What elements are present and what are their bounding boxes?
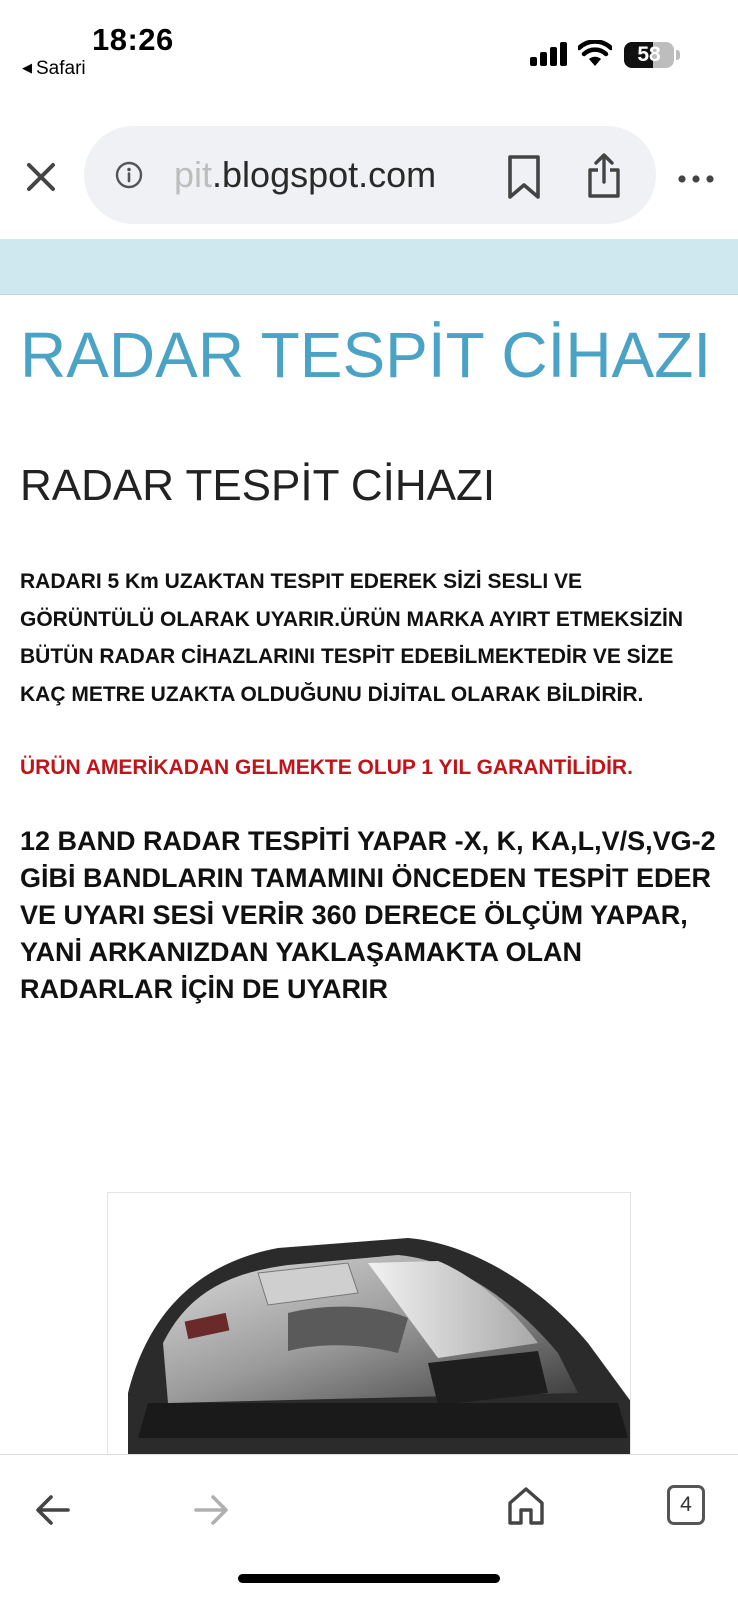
battery-icon [624, 42, 674, 68]
post-paragraph-warranty: ÜRÜN AMERİKADAN GELMEKTE OLUP 1 YIL GARANTİLİDİR. [20, 756, 633, 779]
url-text[interactable] [174, 154, 554, 198]
back-arrow-icon[interactable] [34, 1493, 72, 1527]
tabs-button[interactable]: 4 [667, 1485, 705, 1525]
product-image[interactable] [107, 1192, 631, 1462]
browser-url-row [0, 118, 738, 228]
url-domain: .blogspot.com [212, 154, 437, 195]
post-title: RADAR TESPİT CİHAZI [20, 461, 496, 510]
cellular-signal-icon [530, 42, 568, 66]
forward-arrow-icon[interactable] [192, 1493, 230, 1527]
radar-detector-illustration [108, 1193, 631, 1462]
info-icon[interactable] [114, 160, 144, 190]
wifi-icon [578, 40, 612, 68]
blog-content [20, 305, 720, 1008]
blog-header-band [0, 239, 738, 295]
blog-title[interactable]: RADAR TESPİT CİHAZI [20, 319, 712, 391]
back-to-app-link[interactable] [22, 58, 86, 80]
status-time: 18:26 [92, 22, 174, 57]
back-app-label: Safari [36, 58, 86, 79]
back-triangle-icon: ◀ [22, 60, 32, 75]
home-indicator [238, 1574, 500, 1583]
share-icon[interactable] [584, 152, 624, 200]
close-icon[interactable] [18, 154, 64, 200]
post-paragraph-description: RADARI 5 Km UZAKTAN TESPIT EDEREK SİZİ SESLI VE GÖRÜNTÜLÜ OLARAK UYARIR.ÜRÜN MARKA AYIRT ETMEKSİZİN BÜTÜN RADAR CİHAZLARINI TESPİT EDEBİLMEKTEDİR VE SİZE KAÇ METRE UZAKTA OLDUĞUNU DİJİTAL OLARAK BİLDİRİR. [20, 570, 684, 706]
status-bar [0, 0, 738, 100]
url-faded: pit [174, 154, 213, 195]
bookmark-icon[interactable] [504, 154, 544, 200]
battery-percent: 58 [637, 43, 661, 66]
post-paragraph-features: 12 BAND RADAR TESPİTİ YAPAR -X, K, KA,L,V/S,VG-2 GİBİ BANDLARIN TAMAMINI ÖNCEDEN TESPİT EDER VE UYARI SESİ VERİR 360 DERECE ÖLÇÜM YAPAR, YANİ ARKANIZDAN YAKLAŞAMAKTA OLAN RADARLAR İÇİN DE UYARIR [20, 825, 716, 1004]
more-icon[interactable] [676, 172, 716, 186]
battery-nub [676, 50, 680, 60]
home-icon[interactable] [506, 1485, 546, 1527]
address-bar[interactable] [84, 126, 656, 224]
